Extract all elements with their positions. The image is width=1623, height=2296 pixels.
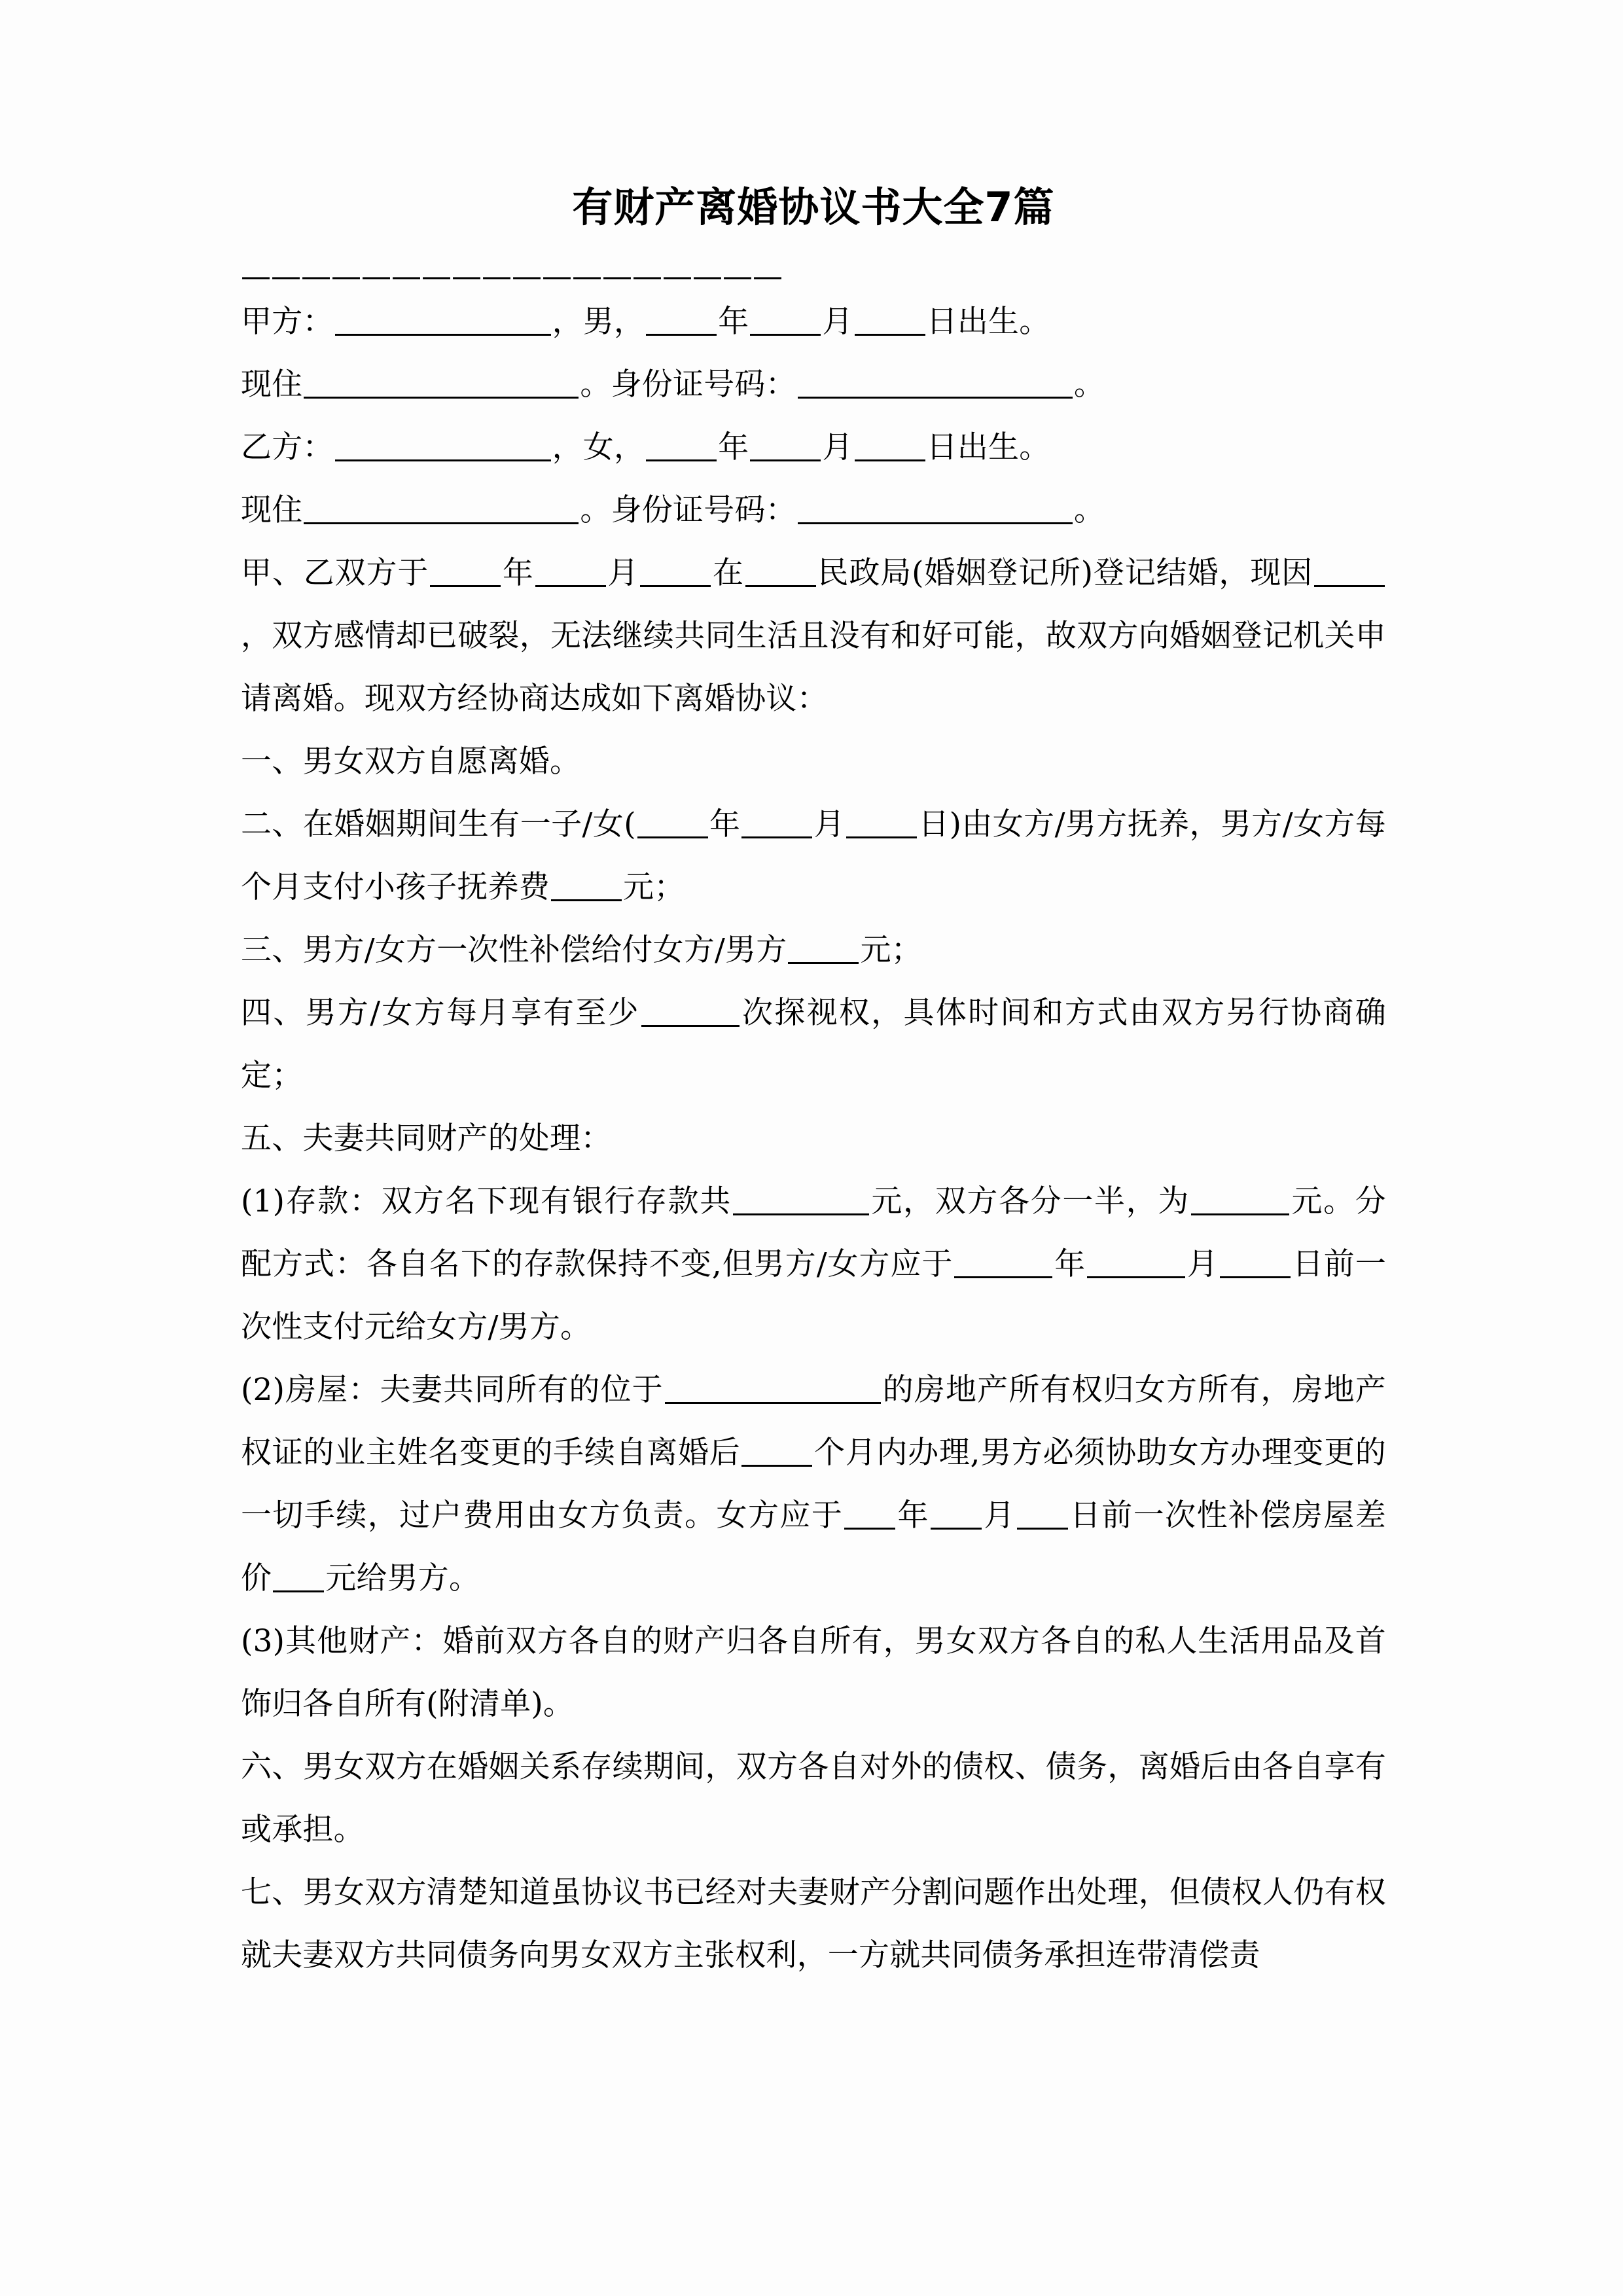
unit-month-deposit: 月: [1186, 1246, 1219, 1282]
blank-deposit-pay-month[interactable]: [1087, 1251, 1185, 1278]
unit-yuan-compensation: 元；: [860, 931, 922, 968]
blank-house-pay-year[interactable]: [844, 1503, 895, 1530]
blank-house-location[interactable]: [665, 1377, 881, 1404]
unit-year-a: 年: [718, 303, 749, 340]
text-house-difference: 日前一次性补偿房屋差价: [241, 1497, 1386, 1596]
blank-child-day[interactable]: [846, 812, 917, 838]
paragraph-party-a-address: [241, 353, 1386, 416]
title-divider: ——————————————————: [241, 260, 783, 291]
blank-marriage-month[interactable]: [535, 560, 606, 587]
blank-house-difference-amount[interactable]: [273, 1566, 324, 1592]
blank-party-b-year[interactable]: [646, 435, 717, 461]
blank-marriage-day[interactable]: [640, 560, 711, 587]
blank-child-month[interactable]: [741, 812, 812, 838]
paragraph-party-b: [241, 416, 1386, 479]
blank-party-a-id[interactable]: [798, 372, 1073, 399]
blank-child-year[interactable]: [637, 812, 708, 838]
unit-yuan-child-support: 元；: [623, 869, 685, 905]
blank-deposit-pay-day[interactable]: [1220, 1251, 1291, 1278]
blank-house-pay-day[interactable]: [1017, 1503, 1068, 1530]
unit-year-child: 年: [709, 806, 741, 842]
blank-visitation-count[interactable]: [641, 1000, 740, 1027]
unit-year-b: 年: [718, 429, 749, 465]
text-lump-sum-compensation: 三、男方/女方一次性补偿给付女方/男方: [241, 931, 787, 968]
text-registration-office: 民政局(婚姻登记所)登记结婚，现因: [817, 554, 1313, 591]
paragraph-marriage-registration: [241, 542, 1386, 730]
label-id-b: 。身份证号码：: [580, 492, 796, 528]
clause-three: [241, 919, 1386, 982]
text-deposit-payment: 日前一次性支付元给女方/男方。: [241, 1246, 1386, 1345]
blank-party-b-name[interactable]: [335, 435, 551, 461]
text-visitation-rights: 四、男方/女方每月享有至少: [241, 994, 640, 1031]
unit-year-house: 年: [897, 1497, 929, 1534]
text-male: ，男，: [552, 303, 645, 340]
blank-deposit-pay-year[interactable]: [954, 1251, 1052, 1278]
unit-month-marriage: 月: [607, 554, 639, 591]
blank-party-a-year[interactable]: [646, 309, 717, 336]
clause-six: 六、男女双方在婚姻关系存续期间，双方各自对外的债权、债务，离婚后由各自享有或承担。: [241, 1748, 1386, 1848]
blank-party-b-id[interactable]: [798, 497, 1073, 524]
text-child-born: 二、在婚姻期间生有一子/女(: [241, 806, 636, 842]
unit-year-marriage: 年: [502, 554, 534, 591]
text-house-label: (2)房屋：夫妻共同所有的位于: [241, 1371, 664, 1408]
text-visitation-arrangement: 次探视权，具体时间和方式由双方另行协商确定；: [241, 994, 1387, 1094]
unit-day-born-b: 日出生。: [926, 429, 1050, 465]
clause-seven: 七、男女双方清楚知道虽协议书已经对夫妻财产分割问题作出处理，但债权人仍有权就夫妻双方共同债务向男女双方主张权利，一方就共同债务承担连带清偿责: [241, 1874, 1386, 1973]
text-half-split: 元，双方各分一半，为: [870, 1183, 1190, 1219]
paragraph-party-b-address: [241, 479, 1386, 542]
clause-five-deposits: [241, 1170, 1386, 1359]
text-distribution-method: 元。分配方式：各自名下的存款保持不变,但男方/女方应于: [241, 1183, 1387, 1282]
blank-party-b-day[interactable]: [855, 435, 925, 461]
unit-year-deposit: 年: [1054, 1246, 1086, 1282]
text-deposits-label: (1)存款：双方名下现有银行存款共: [241, 1183, 732, 1219]
blank-reason[interactable]: [1314, 560, 1385, 587]
period-a: 。: [1073, 366, 1105, 403]
page-title: 有财产离婚协议书大全7篇: [572, 183, 1055, 231]
text-female: ，女，: [552, 429, 645, 465]
unit-month-child: 月: [813, 806, 845, 842]
text-transfer-procedure: 个月内办理,男方必须协助女方办理变更的一切手续，过户费用由女方负责。女方应于: [241, 1434, 1386, 1534]
blank-party-a-month[interactable]: [750, 309, 821, 336]
blank-total-deposit[interactable]: [733, 1189, 869, 1215]
blank-party-a-day[interactable]: [855, 309, 925, 336]
blank-civil-affairs-bureau[interactable]: [745, 560, 816, 587]
clause-five: 五、夫妻共同财产的处理：: [241, 1120, 612, 1157]
text-custody-support: 日)由女方/男方抚养，男方/女方每个月支付小孩子抚养费: [241, 806, 1386, 905]
label-address-a: 现住: [241, 366, 303, 403]
blank-house-pay-month[interactable]: [931, 1503, 982, 1530]
blank-half-deposit[interactable]: [1191, 1189, 1289, 1215]
unit-month-house: 月: [982, 1497, 1016, 1534]
blank-child-support-amount[interactable]: [551, 874, 622, 901]
blank-compensation-amount[interactable]: [788, 937, 859, 964]
label-party-a: 甲方：: [241, 303, 334, 340]
blank-transfer-months[interactable]: [741, 1440, 812, 1467]
blank-party-b-month[interactable]: [750, 435, 821, 461]
unit-month-a: 月: [822, 303, 853, 340]
label-party-b: 乙方：: [241, 429, 334, 465]
unit-yuan-house: 元给男方。: [325, 1560, 480, 1596]
clause-two: [241, 793, 1386, 919]
unit-month-b: 月: [822, 429, 853, 465]
paragraph-party-a: [241, 291, 1386, 353]
text-both-parties-on: 甲、乙双方于: [241, 554, 429, 591]
clause-five-house: [241, 1359, 1386, 1610]
blank-party-a-name[interactable]: [335, 309, 551, 336]
period-b: 。: [1073, 492, 1105, 528]
document-content: [241, 0, 1386, 1987]
label-id-a: 。身份证号码：: [580, 366, 796, 403]
blank-marriage-year[interactable]: [430, 560, 501, 587]
blank-party-a-address[interactable]: [304, 372, 579, 399]
text-at: 在: [712, 554, 744, 591]
label-address-b: 现住: [241, 492, 303, 528]
clause-four: [241, 982, 1386, 1107]
clause-one: 一、男女双方自愿离婚。: [241, 743, 581, 780]
clause-five-other-property: (3)其他财产：婚前双方各自的财产归各自所有，男女双方各自的私人生活用品及首饰归各自所有(附清单)。: [241, 1623, 1386, 1722]
blank-party-b-address[interactable]: [304, 497, 579, 524]
unit-day-born-a: 日出生。: [926, 303, 1050, 340]
text-house-ownership: 的房地产所有权归女方所有，房地产权证的业主姓名变更的手续自离婚后: [241, 1371, 1386, 1471]
text-breakdown-reason: ，双方感情却已破裂，无法继续共同生活且没有和好可能，故双方向婚姻登记机关申请离婚。现双方经协商达成如下离婚协议：: [241, 617, 1386, 717]
